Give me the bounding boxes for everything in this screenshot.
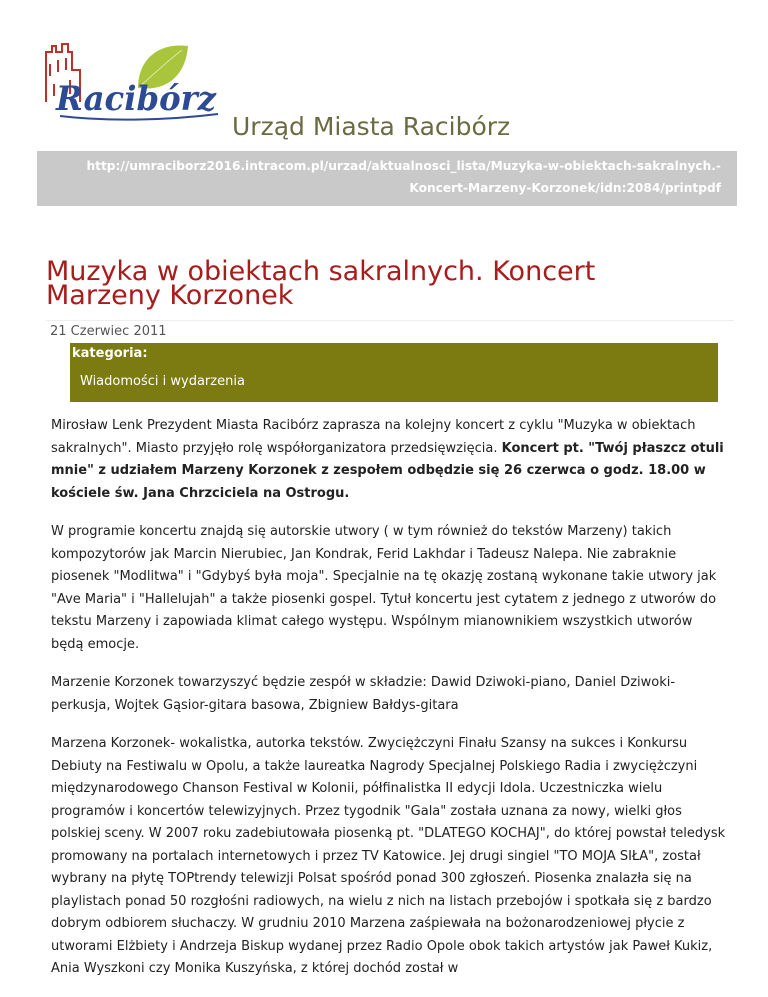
paragraph-intro [51, 415, 726, 505]
category-label: kategoria: [72, 346, 148, 361]
category-box [70, 343, 718, 402]
paragraph-bio: Marzena Korzonek- wokalistka, autorka tekstów. Zwyciężczyni Finału Szansy na sukces i Konkursu Debiuty na Festiwalu w Opolu, a także laureatka Nagrody Specjalnej Polskiego Radia i zwyciężczyni międzynarodowego Chanson Festival w Kolonii, półfinalistka II edycji Idola. Uczestniczka wielu programów i koncertów telewizyjnych. Przez tygodnik "Gala" została uznana za nowy, wielki głos polskiej sceny. W 2007 roku zadebiutowała piosenką pt. "DLATEGO KOCHAJ", do której powstał teledysk promowany na portalach internetowych i przez TV Katowice. Jej drugi singiel "TO MOJA SIŁA", został wybrany na płytę TOPtrendy telewizji Polsat spośród ponad 300 zgłoszeń. Piosenka znalazła się na playlistach ponad 50 rozgłośni radiowych, na wielu z nich na listach przebojów i spotkała się z bardzo dobrym odbiorem słuchaczy. W grudniu 2010 Marzena zaśpiewała na bożonarodzeniowej płycie z utworami Elżbiety i Andrzeja Biskup wydanej przez Radio Opole obok takich artystów jak Paweł Kukiz, Ania Wyszkoni czy Monika Kuszyńska, z której dochód został w [51, 736, 726, 976]
article-title: Muzyka w obiektach sakralnych. Koncert Marzeny Korzonek [46, 256, 596, 311]
url-bar [37, 151, 737, 206]
paragraph-band: Marzenie Korzonek towarzyszyć będzie zespół w składzie: Dawid Dziwoki-piano, Daniel Dziwoki-perkusja, Wojtek Gąsior-gitara basowa, Zbigniew Bałdys-gitara [51, 675, 676, 713]
category-value: Wiadomości i wydarzenia [80, 374, 245, 389]
office-title: Urząd Miasta Racibórz [232, 112, 511, 141]
intro-highlight: Koncert pt. "Twój płaszcz otuli mnie" z udziałem Marzeny Korzonek z zespołem odbędzie się 26 czerwca o godz. 18.00 w kościele św. Jana Chrzciciela na Ostrogu. [51, 440, 724, 501]
logo-wordmark: Racibórz [55, 79, 217, 119]
article-date: 21 Czerwiec 2011 [50, 324, 167, 339]
intro-text: Mirosław Lenk Prezydent Miasta Racibórz zaprasza na kolejny koncert z cyklu "Muzyka w obiektach sakralnych". Miasto przyjęło rolę współorganizatora przedsięwzięcia. [51, 418, 696, 456]
paragraph-program: W programie koncertu znajdą się autorskie utwory ( w tym również do tekstów Marzeny) takich kompozytorów jak Marcin Nierubiec, Jan Kondrak, Ferid Lakhdar i Tadeusz Nalepa. Nie zabraknie piosenek "Modlitwa" i "Gdybyś była moja". Specjalnie na tę okazję zostaną wykonane takie utwory jak "Ave Maria" i "Hallelujah" a także piosenki gospel. Tytuł koncertu jest cytatem z jednego z utworów do tekstu Marzeny i zapowiada klimat całego występu. Wspólnym mianownikiem wszystkich utworów będą emocje. [51, 524, 717, 652]
article-body [51, 415, 726, 997]
url-line-2: Koncert-Marzeny-Korzonek/idn:2084/printpdf [409, 181, 721, 195]
divider [46, 320, 734, 321]
raciborz-logo [40, 40, 230, 130]
url-line-1: http://umraciborz2016.intracom.pl/urzad/aktualnosci_lista/Muzyka-w-obiektach-sakralnych.- [86, 159, 721, 173]
